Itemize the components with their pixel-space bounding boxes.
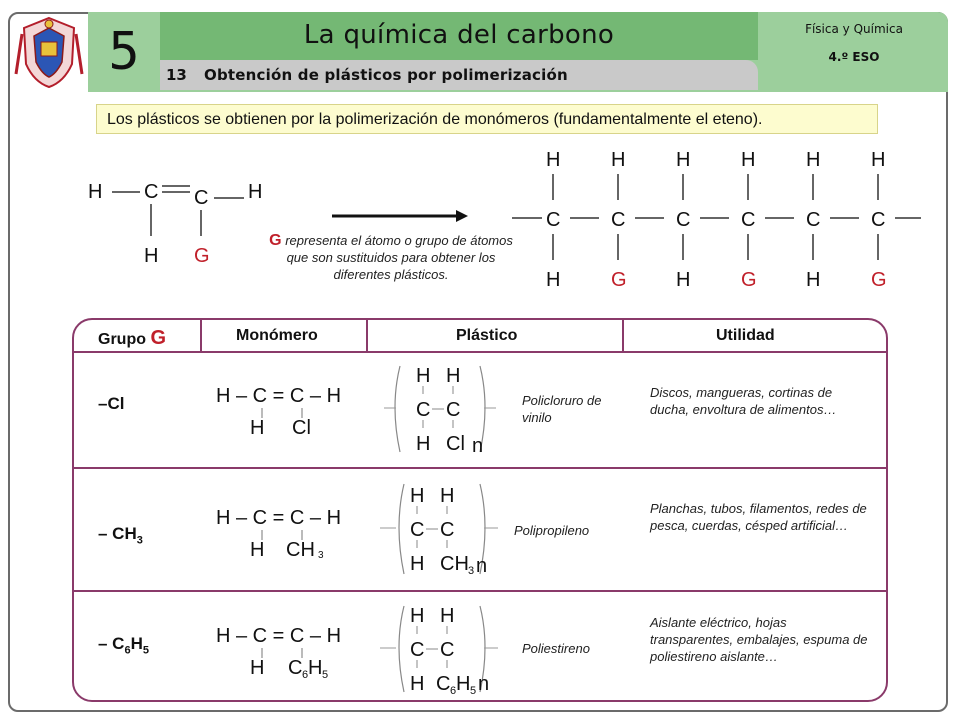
polymer-carbon-atom: C xyxy=(546,209,561,231)
monomer-structure xyxy=(88,181,262,267)
header-monomero: Monómero xyxy=(236,327,318,344)
polymer-formula-1 xyxy=(384,365,496,457)
intro-text: Los plásticos se obtienen por la polimerización de monómeros (fundamentalmente el eteno). xyxy=(96,104,878,134)
svg-text:H: H xyxy=(410,605,425,627)
svg-text:5: 5 xyxy=(322,669,329,681)
polymer-structure xyxy=(512,149,921,291)
polymer-carbon-atom: C xyxy=(676,209,691,231)
svg-text:C: C xyxy=(440,519,455,541)
svg-text:C: C xyxy=(410,519,425,541)
col-divider-3 xyxy=(622,318,624,352)
svg-text:Cl: Cl xyxy=(292,417,311,439)
svg-text:H: H xyxy=(410,485,425,507)
section-number: 13 xyxy=(166,66,187,84)
polymer-bottom-atom: H xyxy=(806,269,821,291)
page-title: La química del carbono xyxy=(303,20,615,50)
monomer-formula-3 xyxy=(216,625,341,681)
polymer-carbon-atom: C xyxy=(611,209,626,231)
svg-text:n: n xyxy=(478,673,490,695)
plastic-name-3: Poliestireno xyxy=(522,641,590,656)
polymer-formula-2 xyxy=(380,484,498,577)
svg-text:H: H xyxy=(440,605,455,627)
svg-text:H: H xyxy=(440,485,455,507)
svg-text:CH: CH xyxy=(440,553,469,575)
svg-text:C: C xyxy=(446,399,461,421)
svg-text:C: C xyxy=(436,673,451,695)
plastic-name-2: Polipropileno xyxy=(514,523,590,538)
svg-text:H: H xyxy=(446,365,461,387)
svg-text:n: n xyxy=(472,435,484,457)
polymer-bottom-atom: G xyxy=(611,269,627,291)
polymer-top-atom: H xyxy=(806,149,821,171)
use-1: Discos, mangueras, cortinas de ducha, envoltura de alimentos… xyxy=(650,385,837,417)
g-symbol: G xyxy=(269,232,282,249)
svg-text:H: H xyxy=(250,539,265,561)
monomer-formula-1 xyxy=(216,385,341,439)
g-explanation xyxy=(262,232,520,283)
polymer-top-atom: H xyxy=(871,149,886,171)
polymer-carbon-atom: C xyxy=(741,209,756,231)
polymer-bottom-atom: H xyxy=(676,269,691,291)
svg-text:C: C xyxy=(416,399,431,421)
atom-c2: C xyxy=(194,187,209,209)
svg-text:H: H xyxy=(250,657,265,679)
polymer-formula-3 xyxy=(380,605,498,697)
svg-text:3: 3 xyxy=(318,550,324,561)
header-plastico: Plástico xyxy=(456,327,518,344)
group-cl: –Cl xyxy=(98,394,125,413)
svg-text:3: 3 xyxy=(468,565,475,577)
unit-number: 5 xyxy=(108,22,140,82)
svg-text:H – C = C – H: H – C = C – H xyxy=(216,625,342,647)
svg-text:H – C = C – H: H – C = C – H xyxy=(216,385,342,407)
header-grupo: Grupo G xyxy=(98,327,167,349)
svg-text:C: C xyxy=(288,657,303,679)
atom-h2: H xyxy=(248,181,263,203)
atom-c1: C xyxy=(144,181,159,203)
header-utilidad: Utilidad xyxy=(716,327,775,344)
svg-text:CH: CH xyxy=(286,539,315,561)
polymer-bottom-atom: G xyxy=(741,269,757,291)
svg-text:H: H xyxy=(250,417,265,439)
polymer-top-atom: H xyxy=(741,149,756,171)
svg-text:H: H xyxy=(410,553,425,575)
svg-text:H – C = C – H: H – C = C – H xyxy=(216,507,342,529)
atom-h1: H xyxy=(88,181,103,203)
svg-text:5: 5 xyxy=(470,685,477,697)
polymer-top-atom: H xyxy=(611,149,626,171)
polymer-top-atom: H xyxy=(546,149,561,171)
svg-text:C: C xyxy=(440,639,455,661)
polymer-carbon-atom: C xyxy=(806,209,821,231)
polymer-bottom-atom: H xyxy=(546,269,561,291)
svg-text:n: n xyxy=(476,555,488,577)
svg-text:H: H xyxy=(456,673,471,695)
course-label: 4.º ESO xyxy=(828,50,880,64)
polymer-bottom-atom: G xyxy=(871,269,887,291)
atom-g: G xyxy=(194,245,210,267)
svg-text:H: H xyxy=(308,657,323,679)
group-c6h5: – $C_6H_5$ xyxy=(98,634,149,657)
section-title: Obtención de plásticos por polimerización xyxy=(204,66,568,84)
group-ch3: – $CH_3$ xyxy=(98,524,143,547)
monomer-formula-2 xyxy=(216,507,341,561)
plastic-name-1: Policloruro de vinilo xyxy=(522,393,602,425)
polymer-top-atom: H xyxy=(676,149,691,171)
col-divider-1 xyxy=(200,318,202,352)
use-2: Planchas, tubos, filamentos, redes de pesca, cuerdas, césped artificial… xyxy=(650,501,867,533)
atom-h3: H xyxy=(144,245,159,267)
svg-text:H: H xyxy=(416,433,431,455)
svg-text:6: 6 xyxy=(302,669,309,681)
subject-label: Física y Química xyxy=(805,22,903,36)
school-crest-icon xyxy=(14,14,84,90)
svg-text:6: 6 xyxy=(450,685,457,697)
unit-number-box xyxy=(88,12,160,92)
use-3: Aislante eléctrico, hojas transparentes, embalajes, espuma de poliestireno aislante… xyxy=(650,615,868,664)
svg-text:C: C xyxy=(410,639,425,661)
svg-text:H: H xyxy=(416,365,431,387)
polymer-carbon-atom: C xyxy=(871,209,886,231)
g-explanation-text: representa el átomo o grupo de átomos que son sustituidos para obtener los diferentes plásticos. xyxy=(285,233,513,282)
svg-text:H: H xyxy=(410,673,425,695)
svg-text:Cl: Cl xyxy=(446,433,465,455)
col-divider-2 xyxy=(366,318,368,352)
